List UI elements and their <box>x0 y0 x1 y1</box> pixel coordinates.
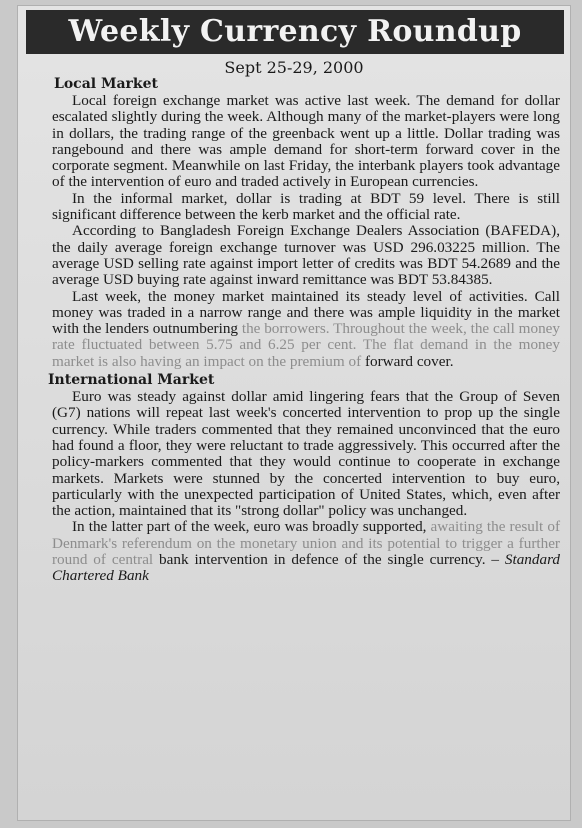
intl-paragraph-1: Euro was steady against dollar amid lingering fears that the Group of Seven (G7) nations will repeat last week's concerted intervention to prop up the single currency. While traders commented that they remained unconvinced that the euro had found a floor, they were reluctant to trade aggressively. This occurred after the policy-markers commented that they would continue to cooperate in exchange markets. Markets were stunned by the concerted intervention to buy euro, particularly with the unexpected participation of United States, which, even after the action, maintained that its "strong dollar" policy was unchanged. <box>52 388 560 520</box>
international-market-heading: International Market <box>48 372 215 389</box>
local-market-heading: Local Market <box>54 76 158 92</box>
local-paragraph-2: In the informal market, dollar is trading at BDT 59 level. There is still significant difference between the kerb market and the official rate. <box>52 189 560 224</box>
local-paragraph-4-end: forward cover. <box>364 352 454 370</box>
article-body <box>48 74 561 585</box>
newspaper-clipping <box>18 6 570 820</box>
date-line: Sept 25-29, 2000 <box>224 58 364 77</box>
intl-paragraph-2 <box>52 519 560 584</box>
local-paragraph-4 <box>52 289 560 370</box>
local-paragraph-3: According to Bangladesh Foreign Exchange Dealers Association (BAFEDA), the daily average foreign exchange turnover was USD 296.03225 million. The average USD selling rate against import letter of credits was BDT 54.2689 and the average USD buying rate against inward remittance was BDT 53.84385. <box>52 222 560 289</box>
local-paragraph-4-text: Last week, the money market maintained its steady level of activities. Call money was traded in a narrow range and there was ample liquidity in the market with the lenders outnumbering <box>52 287 560 338</box>
signature: – Standard Chartered Bank <box>52 551 561 585</box>
intl-paragraph-2-faded: awaiting the result of Denmark's referendum on the monetary union and its potential to trigger a further round of central <box>52 518 561 569</box>
intl-paragraph-2-text: In the latter part of the week, euro was broadly supported, <box>72 518 427 536</box>
local-paragraph-4-faded: the borrowers. Throughout the week, the call money rate fluctuated between 5.75 and 6.25 per cent. The flat demand in the money market is also having an impact on the premium of <box>52 320 561 370</box>
local-paragraph-1: Local foreign exchange market was active last week. The demand for dollar escalated slightly during the week. Although many of the market-players were long in dollars, the trading range of the greenback went up a little. Dollar trading was rangebound and there was ample demand for short-term forward cover in the corporate segment. Meanwhile on last Friday, the interbank players took advantage of the intervention of euro and traded actively in European currencies. <box>52 92 560 191</box>
intl-paragraph-2-end: bank intervention in defence of the single currency. <box>159 551 486 569</box>
page-title: Weekly Currency Roundup <box>26 10 564 54</box>
